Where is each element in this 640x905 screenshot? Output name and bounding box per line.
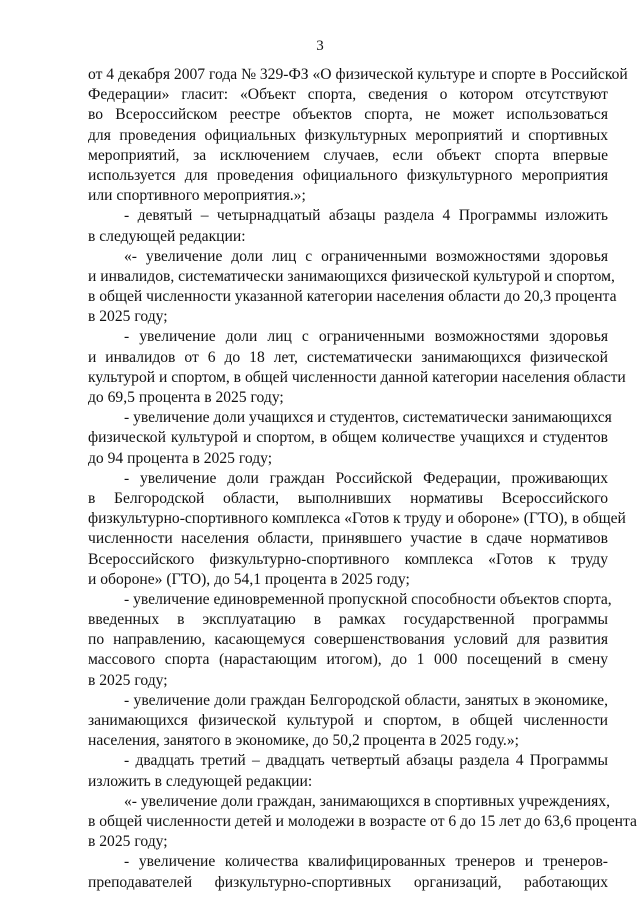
body-text [88, 65, 637, 893]
text-line: физической культурой и спортом, в общем количестве учащихся и студентов [88, 429, 608, 447]
text-line: во Всероссийском реестре объектов спорта, не может использоваться [88, 106, 608, 124]
text-line: - девятый – четырнадцатый абзацы раздела 4 Программы изложить [124, 207, 608, 225]
text-line: населения, занятого в экономике, до 50,2 процента в 2025 году.»; [88, 732, 519, 750]
text-line: «- увеличение доли граждан, занимающихся в спортивных учреждениях, [124, 792, 611, 810]
text-line: и обороне» (ГТО), до 54,1 процента в 2025 году; [88, 570, 410, 588]
text-line: до 69,5 процента в 2025 году; [88, 389, 284, 406]
text-line: в 2025 году; [88, 671, 168, 689]
text-line: численности населения области, принявшего участие в сдаче нормативов [88, 530, 608, 548]
text-line: изложить в следующей редакции: [88, 772, 313, 790]
text-line: и инвалидов от 6 до 18 лет, систематически занимающихся физической [88, 348, 608, 366]
text-line: физкультурно-спортивного комплекса «Готов к труду и обороне» (ГТО), в общей [88, 510, 626, 528]
text-line: в общей численности указанной категории населения области до 20,3 процента [88, 288, 617, 306]
text-line: мероприятий, за исключением случаев, если объект спорта впервые [88, 146, 608, 164]
text-line: - увеличение доли лиц с ограниченными возможностями здоровья [124, 328, 608, 346]
text-line: массового спорта (нарастающим итогом), до 1 000 посещений в смену [88, 651, 608, 669]
text-line: для проведения официальных физкультурных мероприятий и спортивных [88, 126, 608, 144]
text-line: в следующей редакции: [88, 227, 246, 245]
text-line: Федерации» гласит: «Объект спорта, сведения о котором отсутствуют [88, 86, 608, 104]
text-line: по направлению, касающемуся совершенствования условий для развития [88, 631, 608, 649]
text-line: занимающихся физической культурой и спортом, в общей численности [88, 712, 608, 729]
page-number: 3 [316, 38, 324, 54]
text-line: или спортивного мероприятия.»; [88, 187, 306, 205]
text-line: преподавателей физкультурно-спортивных организаций, работающих [88, 873, 608, 891]
text-line: - двадцать третий – двадцать четвертый абзацы раздела 4 Программы [124, 752, 608, 770]
text-line: - увеличение единовременной пропускной способности объектов спорта, [124, 590, 612, 608]
text-line: введенных в эксплуатацию в рамках государственной программы [88, 611, 608, 629]
text-line: - увеличение количества квалифицированных тренеров и тренеров- [124, 853, 608, 871]
text-line: и инвалидов, систематически занимающихся физической культурой и спортом, [88, 267, 615, 285]
text-line: от 4 декабря 2007 года № 329-ФЗ «О физической культуре и спорте в Российской [88, 66, 628, 83]
text-line: - увеличение доли граждан Белгородской области, занятых в экономике, [124, 691, 608, 709]
text-line: культурой и спортом, в общей численности данной категории населения области [88, 368, 626, 386]
text-line: в общей численности детей и молодежи в возрасте от 6 до 15 лет до 63,6 процента [88, 812, 637, 830]
text-line: используется для проведения официального физкультурного мероприятия [88, 166, 608, 184]
text-line: - увеличение доли учащихся и студентов, систематически занимающихся [124, 409, 612, 427]
text-line: - увеличение доли граждан Российской Федерации, проживающих [124, 469, 608, 487]
text-line: «- увеличение доли лиц с ограниченными возможностями здоровья [124, 247, 608, 265]
text-line: Всероссийского физкультурно-спортивного комплекса «Готов к труду [88, 550, 608, 568]
text-line: в 2025 году; [88, 833, 168, 851]
text-line: в Белгородской области, выполнивших нормативы Всероссийского [88, 489, 608, 507]
text-line: до 94 процента в 2025 году; [88, 449, 273, 467]
text-line: в 2025 году; [88, 308, 168, 326]
